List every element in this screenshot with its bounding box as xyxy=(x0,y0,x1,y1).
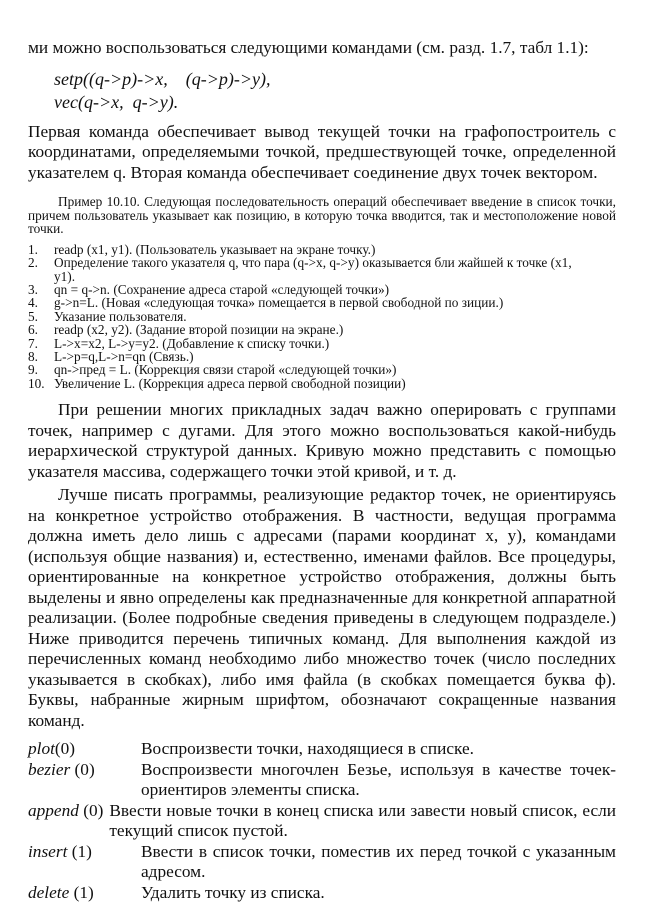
paragraph-2: При решении многих прикладных задач важно оперировать с группами точек, например с дугами. Для этого можно воспользоваться какой-нибудь иерархической структурой данных. Кривую можно представить с помощью указателя массива, содержащего точки этой кривой, и т. д. xyxy=(28,400,616,481)
list-item xyxy=(28,350,616,363)
intro-text: ми можно воспользоваться следующими командами (см. разд. 1.7, табл 1.1): xyxy=(28,38,589,57)
list-item xyxy=(28,310,616,323)
step-text: qn = q->n. (Сохранение адреса старой «следующей точки») xyxy=(54,282,390,297)
command-description: Ввести новые точки в конец списка или завести новый список, если текущий список пустой. xyxy=(109,800,616,841)
step-text: Указание пользователя. xyxy=(54,308,187,324)
step-text: L->p=q,L->n=qn (Связь.) xyxy=(54,349,194,365)
example-intro: Пример 10.10. Следующая последовательность операций обеспечивает введение в список точки, причем пользователь указывает как позицию, в которую точка вводится, так и местоположение новой точки. xyxy=(28,194,616,237)
command-description: Воспроизвести многочлен Безье, используя в качестве точек-ориентиров элементы списка. xyxy=(141,759,616,800)
step-number: 9. xyxy=(28,362,38,378)
steps-list xyxy=(28,243,616,390)
step-number: 4. xyxy=(28,295,38,311)
step-number: 2. xyxy=(28,255,38,271)
list-item xyxy=(28,337,616,350)
list-item xyxy=(28,323,616,336)
step-number: 10. xyxy=(28,375,45,391)
command-insert xyxy=(28,842,616,883)
step-text: g->n=L. (Новая «следующая точка» помещается в первой свободной по зиции.) xyxy=(54,295,504,311)
step-number: 5. xyxy=(28,308,38,324)
list-item xyxy=(28,283,616,296)
formula-line-1: setp((q->p)->x, (q->p)->y), xyxy=(54,68,271,89)
commands-list xyxy=(28,739,616,903)
step-number: 3. xyxy=(28,282,38,297)
step-text: qn->пред = L. (Коррекция связи старой «следующей точки») xyxy=(54,362,397,378)
list-item xyxy=(28,256,616,283)
command-name: bezier (0) xyxy=(28,759,95,779)
command-bezier xyxy=(28,760,616,801)
page-content xyxy=(28,38,616,903)
formula-block xyxy=(54,68,616,114)
formula-line-2: vec(q->x, q->y). xyxy=(54,91,179,112)
command-plot xyxy=(28,739,616,760)
paragraph-3: Лучше писать программы, реализующие редактор точек, не ориентируясь на конкретное устройство отображения. В частности, ведущая программа должна иметь дело лишь с адресами (парами координат x, y), командами (используя общие названия) и, естественно, именами файлов. Все процедуры, ориентированные на конкретное устройство отображения, должны быть выделены и явно определены как предназначенные для конкретной аппаратной реализации. (Более подробные сведения приведены в следующем подразделе.) Ниже приводится перечень типичных команд. Для выполнения каждой из перечисленных команд необходимо либо множество точек (число последних указывается в скобках), либо имя файла (в скобках помещается буква ф). Буквы, набранные жирным шрифтом, обозначают сокращенные названия команд. xyxy=(28,485,616,730)
command-description: Удалить точку из списка. xyxy=(141,882,325,902)
command-delete xyxy=(28,883,616,904)
step-text: Увеличение L. (Коррекция адреса первой свободной позиции) xyxy=(54,375,406,391)
step-text: L->x=x2, L->y=y2. (Добавление к списку точки.) xyxy=(54,335,330,351)
command-name: append (0) xyxy=(28,800,104,820)
step-text: readp (x1, y1). (Пользователь указывает на экране точку.) xyxy=(54,241,376,257)
command-description: Воспроизвести точки, находящиеся в списке. xyxy=(141,739,474,759)
list-item xyxy=(28,243,616,256)
list-item xyxy=(28,296,616,309)
command-name: plot(0) xyxy=(28,739,76,759)
list-item xyxy=(28,363,616,376)
command-name: delete (1) xyxy=(28,882,94,902)
step-text: Определение такого указателя q, что пара (q->x, q->y) оказывается бли жайшей к точке (x1, y1). xyxy=(54,255,572,284)
command-description: Ввести в список точки, поместив их перед точкой с указанным адресом. xyxy=(141,841,616,882)
step-number: 8. xyxy=(28,349,38,365)
step-number: 7. xyxy=(28,335,38,351)
paragraph-1: Первая команда обеспечивает вывод текущей точки на графопостроитель с координатами, определяемыми точкой, предшествующей точке, определенной указателем q. Вторая команда обеспечивает соединение двух точек вектором. xyxy=(28,121,616,182)
list-item xyxy=(28,377,616,390)
step-text: readp (x2, y2). (Задание второй позиции на экране.) xyxy=(54,322,344,338)
step-number: 1. xyxy=(28,241,38,257)
command-name: insert (1) xyxy=(28,841,92,861)
command-append xyxy=(28,801,616,842)
step-number: 6. xyxy=(28,322,38,338)
